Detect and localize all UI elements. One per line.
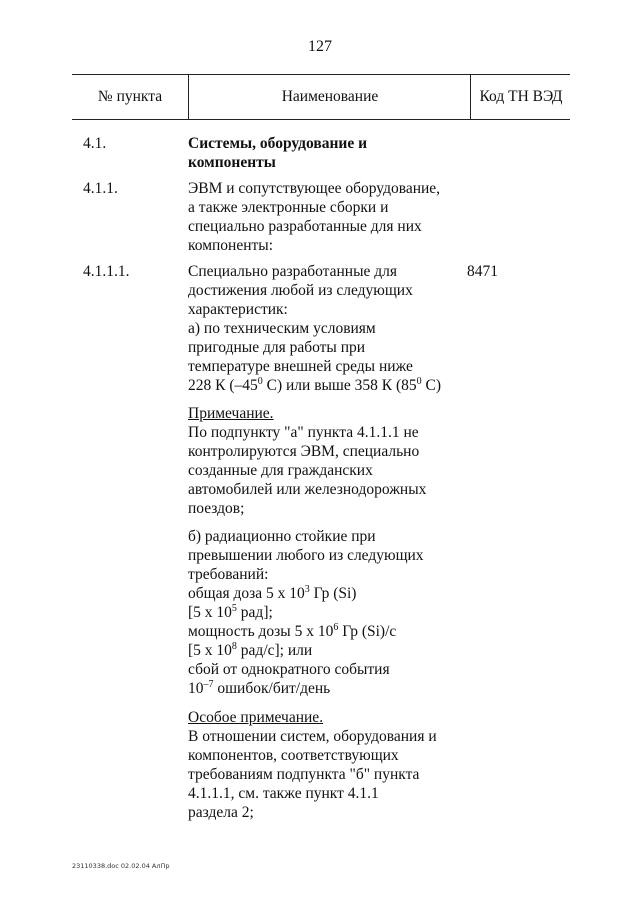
header-code: Код ТН ВЭД xyxy=(470,75,571,119)
text-line: По подпункту "а" пункта 4.1.1.1 не xyxy=(188,424,419,441)
text-line: компоненты: xyxy=(188,237,274,254)
row-number-4-1: 4.1. xyxy=(83,135,107,152)
text-line: созданные для гражданских xyxy=(188,462,373,479)
title-line: Системы, оборудование и xyxy=(188,135,368,152)
text-line: ЭВМ и сопутствующее оборудование, xyxy=(188,180,441,197)
text-line: автомобилей или железнодорожных xyxy=(188,481,427,498)
text-line: сбой от однократного события xyxy=(188,661,390,678)
text-line: требованиям подпункта "б" пункта xyxy=(188,766,420,783)
row-code-4-1-1-1: 8471 xyxy=(467,263,498,280)
header-number: № пункта xyxy=(97,88,163,105)
row-text-4-1-1 xyxy=(188,179,468,255)
page-number: 127 xyxy=(308,38,332,55)
text-line: превышении любого из следующих xyxy=(188,547,424,564)
text-line: характеристик: xyxy=(188,301,288,318)
text-line: Специально разработанные для xyxy=(188,263,398,280)
error-rate-line: $10^{-7}$ ошибок/бит/день xyxy=(188,678,331,697)
note-a xyxy=(188,404,468,518)
dose-rad-line: [5 x $10^5$ рад]; xyxy=(188,602,273,621)
text-line: пригодные для работы при xyxy=(188,339,366,356)
table-header xyxy=(72,74,570,120)
text-line: достижения любой из следующих xyxy=(188,282,413,299)
note-label: Примечание. xyxy=(188,405,274,422)
row-number-4-1-1: 4.1.1. xyxy=(83,180,118,197)
text-line: специально разработанные для них xyxy=(188,218,422,235)
text-line: раздела 2; xyxy=(188,804,254,821)
row-text-4-1-1-1 xyxy=(188,262,468,395)
text-line: поездов; xyxy=(188,500,245,517)
text-line: В отношении систем, оборудования и xyxy=(188,728,437,745)
text-line: компонентов, соответствующих xyxy=(188,747,399,764)
subitem-b xyxy=(188,527,468,698)
row-number-4-1-1-1: 4.1.1.1. xyxy=(83,263,130,280)
header-name: Наименование xyxy=(188,75,471,119)
text-line: а также электронные сборки и xyxy=(188,199,389,216)
text-line: 4.1.1.1, см. также пункт 4.1.1 xyxy=(188,785,379,802)
text-line: б) радиационно стойкие при xyxy=(188,528,376,545)
row-title-4-1 xyxy=(188,134,468,172)
dose-line: общая доза 5 x $10^3$ Гр (Si) xyxy=(188,583,357,602)
dose-rate-rad-line: [5 x $10^8$ рад/с]; или xyxy=(188,640,313,659)
text-line: требований: xyxy=(188,566,269,583)
text-line: температуре внешней среды ниже xyxy=(188,358,413,375)
special-note xyxy=(188,708,468,822)
dose-rate-line: мощность дозы 5 x $10^6$ Гр (Si)/с xyxy=(188,621,397,640)
title-line: компоненты xyxy=(188,154,276,171)
text-line: контролируются ЭВМ, специально xyxy=(188,443,420,460)
temperature-line: 228 К ($-45^0$ С) или выше 358 К ($85^0$ С) xyxy=(188,375,441,394)
footer-filename: 23110338.doc 02.02.04 АлПр xyxy=(72,862,170,870)
text-line: а) по техническим условиям xyxy=(188,320,376,337)
note-label: Особое примечание. xyxy=(188,709,324,726)
